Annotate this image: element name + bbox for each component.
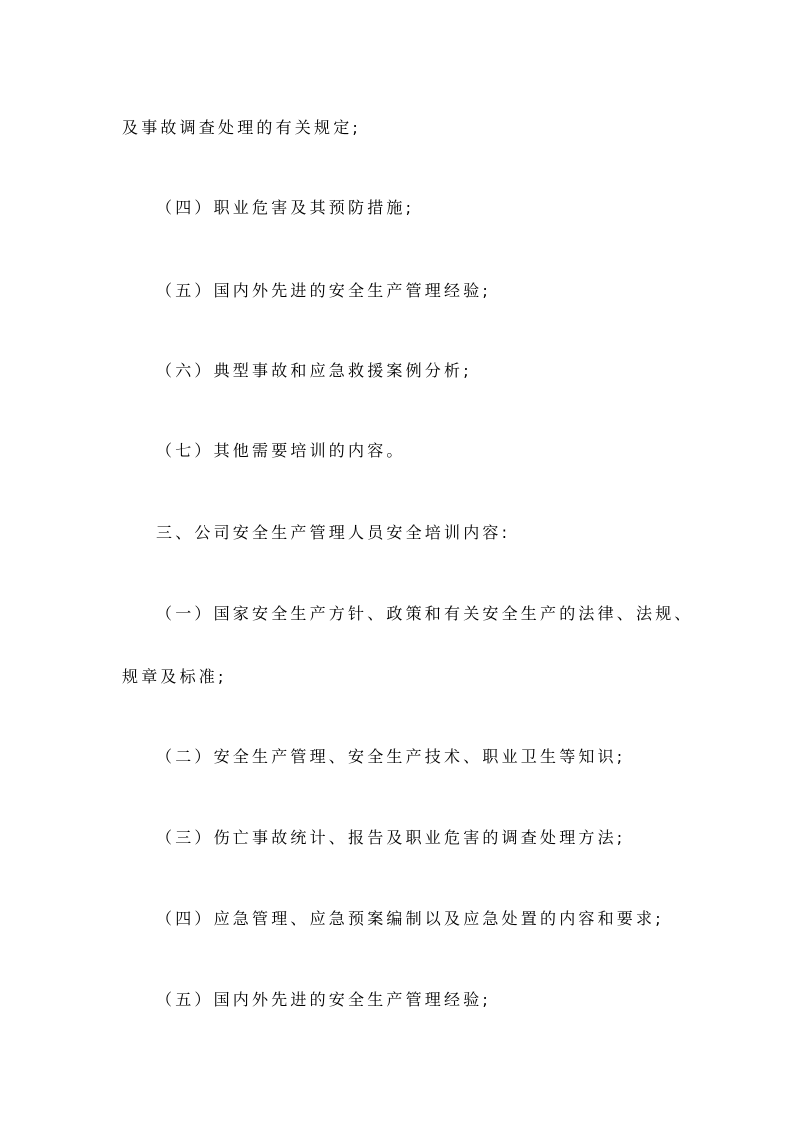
- list-item-1-policies-laws: （一）国家安全生产方针、政策和有关安全生产的法律、法规、: [156, 604, 694, 623]
- list-item-5-advanced-experience-repeat: （五）国内外先进的安全生产管理经验;: [156, 990, 491, 1009]
- section-heading-3: 三、公司安全生产管理人员安全培训内容:: [156, 523, 511, 542]
- text-line-continuation-regulations: 及事故调查处理的有关规定;: [122, 118, 361, 137]
- list-item-5-advanced-experience: （五）国内外先进的安全生产管理经验;: [156, 281, 491, 300]
- list-item-4-emergency-management: （四）应急管理、应急预案编制以及应急处置的内容和要求;: [156, 909, 664, 928]
- list-item-7-other-training: （七）其他需要培训的内容。: [156, 441, 406, 460]
- list-item-6-accident-cases: （六）典型事故和应急救援案例分析;: [156, 361, 472, 380]
- text-line-continuation-standards: 规章及标准;: [122, 667, 227, 686]
- list-item-2-management-knowledge: （二）安全生产管理、安全生产技术、职业卫生等知识;: [156, 747, 626, 766]
- list-item-3-accident-statistics: （三）伤亡事故统计、报告及职业危害的调查处理方法;: [156, 828, 626, 847]
- list-item-4-occupational-hazards: （四）职业危害及其预防措施;: [156, 198, 415, 217]
